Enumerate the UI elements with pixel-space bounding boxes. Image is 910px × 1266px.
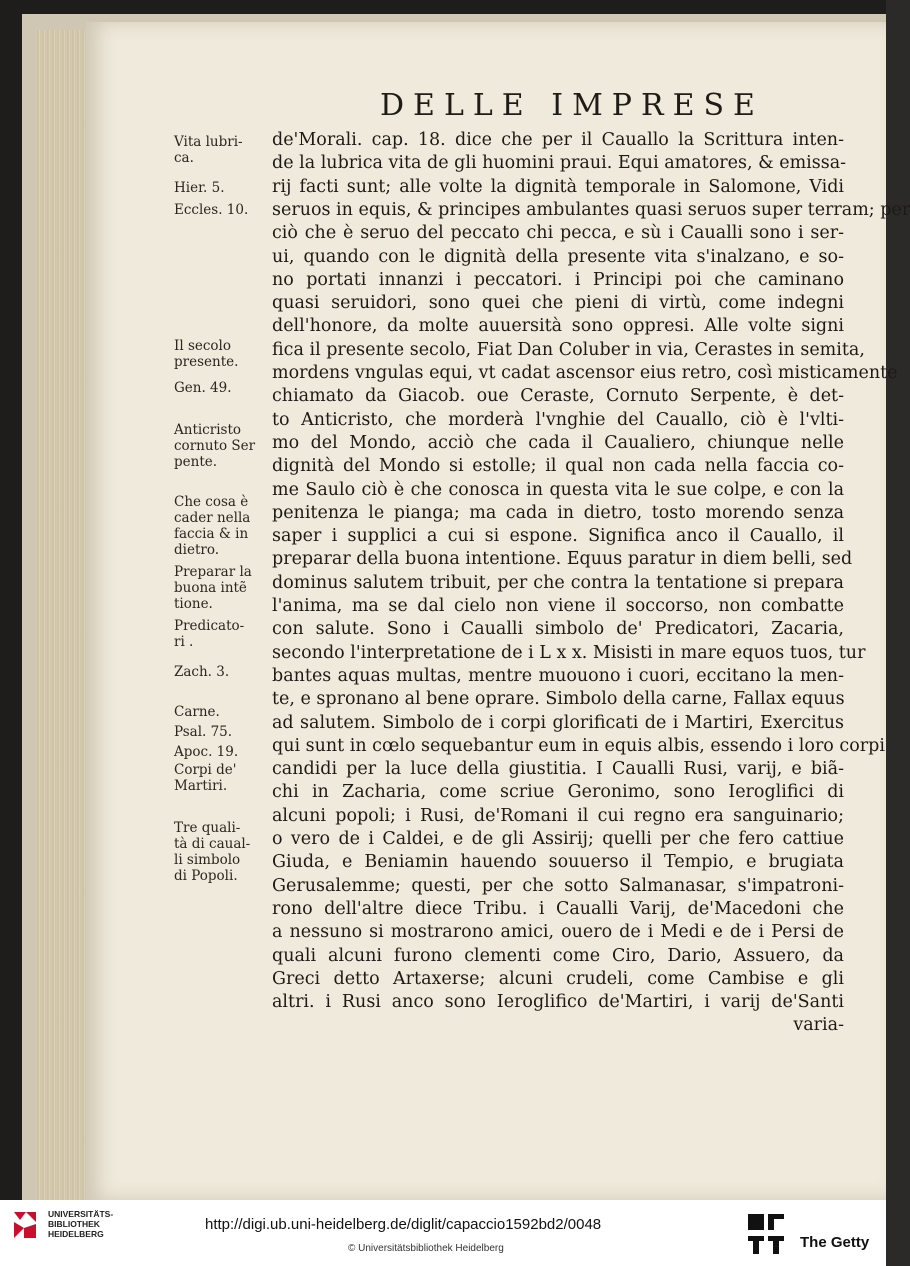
margin-note-line: ri . bbox=[174, 634, 194, 650]
text-line: qui sunt in cœlo sequebantur eum in equis albis, essendo i loro corpi bbox=[272, 735, 885, 756]
text-line: Gerusalemme; questi, per che sotto Salmanasar, s'impatroni- bbox=[272, 875, 844, 896]
margin-note-line: Che cosa è bbox=[174, 494, 249, 510]
margin-note-line: faccia & in bbox=[174, 526, 249, 542]
margin-note bbox=[174, 564, 274, 612]
margin-note-line: cornuto Ser bbox=[174, 438, 256, 454]
text-line: ui, quando con le dignità della presente vita s'inalzano, e so- bbox=[272, 246, 844, 267]
permalink-url[interactable]: http://digi.ub.uni-heidelberg.de/diglit/capaccio1592bd2/0048 bbox=[205, 1216, 602, 1233]
library-name bbox=[48, 1209, 113, 1239]
margin-note-line: buona intẽ bbox=[174, 580, 247, 596]
text-line: secondo l'interpretatione de i L x x. Misisti in mare equos tuos, tur bbox=[272, 642, 866, 663]
text-line: o vero de i Caldei, e de gli Assirij; quelli per che fero cattiue bbox=[272, 829, 844, 849]
margin-note-line: presente. bbox=[174, 354, 239, 370]
text-line: te, e spronano al bene oprare. Simbolo della carne, Fallax equus bbox=[272, 689, 845, 710]
margin-note-line: Apoc. 19. bbox=[174, 744, 239, 760]
text-line: to Anticristo, che morderà l'vnghie del Cauallo, ciò è l'vlti- bbox=[272, 409, 844, 430]
text-line: fica il presente secolo, Fiat Dan Coluber in via, Cerastes in semita, bbox=[272, 339, 865, 360]
margin-note bbox=[174, 134, 274, 166]
margin-note-line: tà di caual- bbox=[174, 836, 251, 852]
text-line: rij facti sunt; alle volte la dignità temporale in Salomone, Vidi bbox=[272, 176, 844, 197]
text-line: candidi per la luce della giustitia. I Caualli Rusi, varij, e biã- bbox=[272, 759, 844, 780]
library-name-line: UNIVERSITÄTS- bbox=[48, 1209, 114, 1219]
margin-note bbox=[174, 422, 274, 470]
text-line: saper i supplici a cui si espone. Significa anco il Cauallo, il bbox=[272, 526, 844, 547]
margin-note bbox=[174, 820, 274, 884]
text-line: de'Morali. cap. 18. dice che per il Cauallo la Scrittura inten- bbox=[272, 130, 844, 150]
text-line: penitenza le pianga; ma cada in dietro, tosto morendo senza bbox=[272, 502, 844, 523]
text-line: Greci detto Artaxerse; alcuni crudeli, come Cambise e gli bbox=[272, 968, 844, 989]
margin-note-line: Martiri. bbox=[174, 778, 228, 794]
text-line: con salute. Sono i Caualli simbolo de' Predicatori, Zacaria, bbox=[272, 619, 844, 640]
running-title: DELLE IMPRESE bbox=[380, 88, 764, 123]
margin-note-line: Gen. 49. bbox=[174, 380, 232, 396]
margin-note bbox=[174, 724, 274, 740]
text-line: Giuda, e Beniamin hauendo souuerso il Tempio, e brugiata bbox=[272, 852, 844, 873]
margin-note bbox=[174, 664, 274, 680]
text-line: de la lubrica vita de gli huomini praui. Equi amatores, & emissa- bbox=[272, 153, 847, 174]
margin-note-line: tione. bbox=[174, 596, 213, 612]
text-line: seruos in equis, & principes ambulantes quasi seruos super terram; per bbox=[272, 199, 910, 220]
text-line: rono dell'altre diece Tribu. i Caualli Varij, de'Macedoni che bbox=[272, 898, 844, 919]
margin-note-line: Hier. 5. bbox=[174, 180, 225, 196]
text-line: ciò che è seruo del peccato chi pecca, e sù i Caualli sono i ser- bbox=[272, 223, 844, 244]
margin-note-line: Carne. bbox=[174, 704, 220, 720]
text-line: mordens vngulas equi, vt cadat ascensor eius retro, così misticamente bbox=[272, 363, 898, 383]
margin-note bbox=[174, 202, 274, 218]
margin-note bbox=[174, 180, 274, 196]
text-line: l'anima, ma se dal cielo non viene il soccorso, non combatte bbox=[272, 596, 844, 616]
text-line: bantes aquas multas, mentre muouono i cuori, eccitano la men- bbox=[272, 665, 844, 686]
margin-note-line: Vita lubri- bbox=[174, 134, 243, 150]
getty-logo-icon bbox=[746, 1212, 786, 1256]
margin-note bbox=[174, 338, 274, 370]
margin-note-line: cader nella bbox=[174, 510, 251, 526]
text-line: ad salutem. Simbolo de i corpi glorificati de i Martiri, Exercitus bbox=[272, 712, 844, 733]
text-line: altri. i Rusi anco sono Ieroglifico de'Martiri, i varij de'Santi bbox=[272, 992, 844, 1013]
margin-note bbox=[174, 618, 274, 650]
text-line: dominus salutem tribuit, per che contra la tentatione si prepara bbox=[272, 572, 844, 593]
margin-note bbox=[174, 744, 274, 760]
university-library-logo-icon bbox=[10, 1208, 40, 1242]
margin-note-line: Psal. 75. bbox=[174, 724, 233, 740]
text-line: quasi seruidori, sono quei che pieni di virtù, come indegni bbox=[272, 293, 844, 314]
margin-note-line: Preparar la bbox=[174, 564, 252, 580]
text-line: chi in Zacharia, come scriue Geronimo, sono Ieroglifici di bbox=[272, 782, 844, 803]
margin-note bbox=[174, 494, 274, 558]
text-line: me Saulo ciò è che conosca in questa vita le sue colpe, e con la bbox=[272, 479, 844, 500]
page-edges bbox=[36, 30, 90, 1200]
text-line: no portati innanzi i peccatori. i Principi poi che caminano bbox=[272, 269, 844, 290]
margin-note bbox=[174, 380, 274, 396]
text-line: chiamato da Giacob. oue Ceraste, Cornuto Serpente, è det- bbox=[272, 386, 844, 407]
margin-note-line: li simbolo bbox=[174, 852, 241, 868]
margin-note-line: ca. bbox=[174, 150, 194, 166]
margin-note-line: Eccles. 10. bbox=[174, 202, 249, 218]
text-line: alcuni popoli; i Rusi, de'Romani il cui regno era sanguinario; bbox=[272, 805, 844, 826]
margin-note-line: Predicato- bbox=[174, 618, 245, 634]
margin-note-line: Corpi de' bbox=[174, 762, 237, 778]
margin-note-line: Zach. 3. bbox=[174, 664, 230, 680]
margin-note-line: pente. bbox=[174, 454, 218, 470]
text-line: preparar della buona intentione. Equus paratur in diem belli, sed bbox=[272, 549, 853, 570]
margin-note-line: Anticristo bbox=[174, 422, 241, 438]
margin-note-line: dietro. bbox=[174, 542, 220, 558]
margin-note bbox=[174, 704, 274, 720]
library-name-line: BIBLIOTHEK bbox=[48, 1219, 100, 1229]
text-line: varia- bbox=[793, 1015, 844, 1036]
getty-name: The Getty bbox=[800, 1234, 870, 1251]
margin-note bbox=[174, 762, 274, 794]
text-line: mo del Mondo, acciò che cada il Caualiero, chiunque nelle bbox=[272, 432, 844, 453]
copyright-notice: © Universitätsbibliothek Heidelberg bbox=[348, 1243, 504, 1254]
text-line: dell'honore, da molte auuersità sono oppresi. Alle volte signi bbox=[272, 316, 844, 337]
margin-note-line: Il secolo bbox=[174, 338, 231, 354]
text-line: a nessuno si mostrarono amici, ouero de i Medi e de i Persi de bbox=[272, 922, 844, 943]
library-name-line: HEIDELBERG bbox=[48, 1229, 104, 1239]
text-line: quali alcuni furono clementi come Ciro, Dario, Assuero, da bbox=[272, 945, 844, 966]
margin-note-line: Tre quali- bbox=[174, 820, 241, 836]
margin-note-line: di Popoli. bbox=[174, 868, 238, 884]
text-line: dignità del Mondo si estolle; il qual non cada nella faccia co- bbox=[272, 456, 844, 477]
